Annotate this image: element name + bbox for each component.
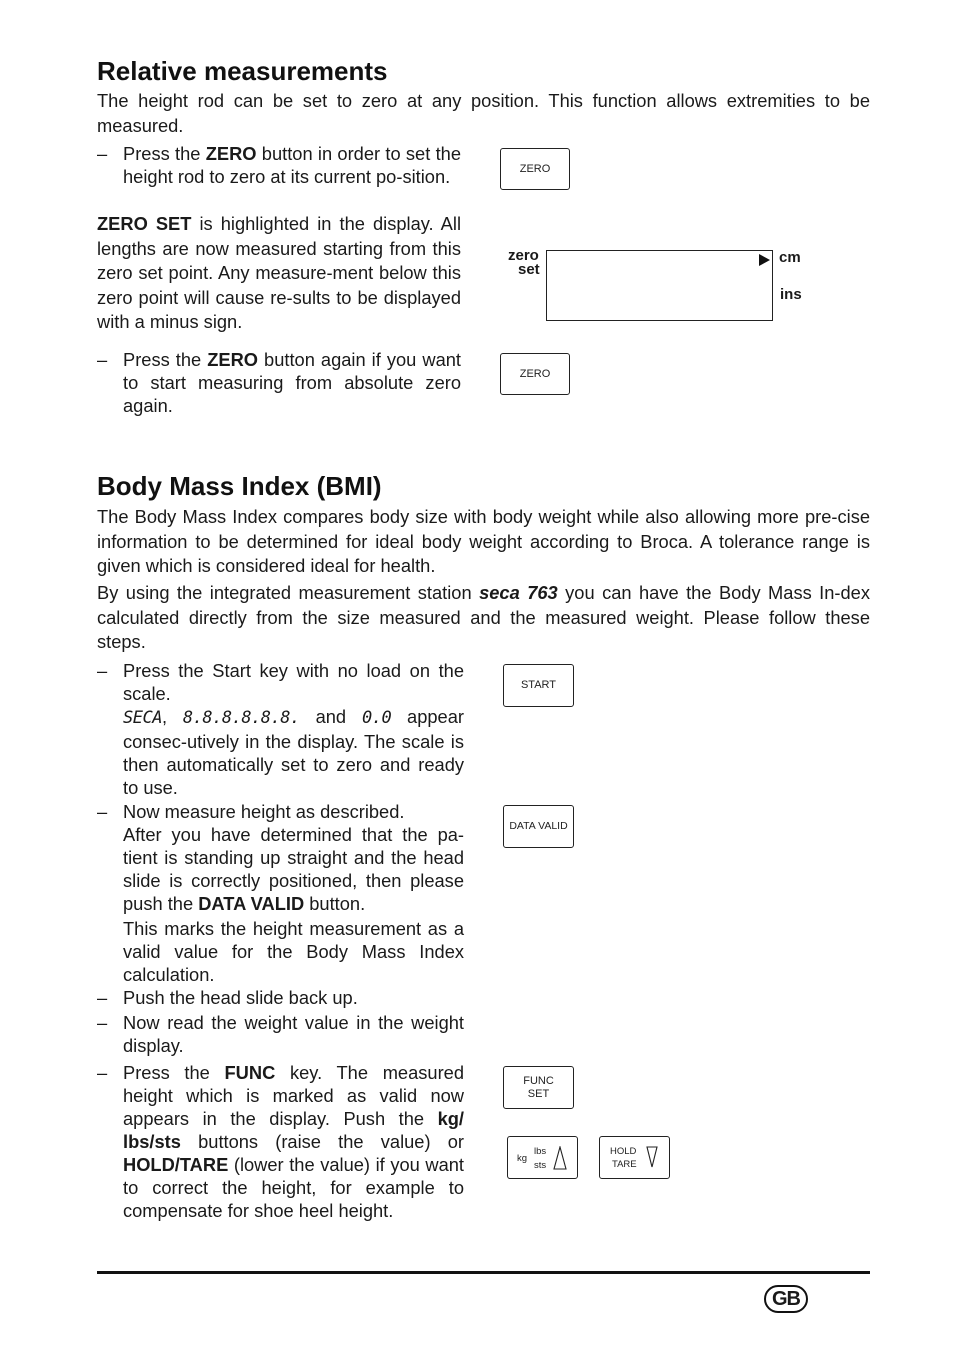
set-label: SET <box>527 1087 550 1100</box>
list-item-text: Now read the weight value in the weight display. <box>123 1012 464 1056</box>
triangle-down-icon <box>646 1146 658 1168</box>
footer-rule <box>97 1271 870 1274</box>
kg-lbs-sts-up-button[interactable] <box>507 1136 578 1179</box>
list-dash: – <box>97 801 108 822</box>
triangle-up-icon <box>553 1146 567 1170</box>
section-heading-bmi: Body Mass Index (BMI) <box>97 471 382 501</box>
display-ins-label: ins <box>780 286 802 303</box>
list-dash: – <box>97 1012 108 1033</box>
list-item-text: Push the head slide back up. <box>123 987 358 1008</box>
zero-set-paragraph: ZERO SET is highlighted in the display. All lengths are now measured starting from this zero set point. Any measure-ment below this zero point will cause re-sults to be displayed with a minus sign. <box>97 213 461 332</box>
list-item-text: Press the Start key with no load on the scale. SECA, 8.8.8.8.8.8. and 0.0 appear consec-utively in the display. The scale is then automatically set to zero and ready to use. <box>123 660 464 798</box>
list-dash: – <box>97 987 108 1008</box>
zero-button[interactable]: ZERO <box>500 148 570 190</box>
func-label: FUNC <box>523 1074 554 1087</box>
display-cm-label: cm <box>779 249 801 266</box>
data-valid-button[interactable]: DATA VALID <box>503 805 574 848</box>
height-display <box>546 250 773 321</box>
indicator-arrow-icon <box>758 253 771 267</box>
list-dash: – <box>97 143 108 164</box>
sts-label: sts <box>534 1160 547 1171</box>
bmi-intro: The Body Mass Index compares body size with body weight while also allowing more pre-cise information to be determined for ideal body weight according to Broca. A tolerance range is given which is considered ideal for health. <box>97 506 870 576</box>
list-dash: – <box>97 660 108 681</box>
section-heading-relative: Relative measurements <box>97 56 388 86</box>
display-set-label: set <box>518 261 540 278</box>
list-dash: – <box>97 1062 108 1083</box>
func-set-button[interactable] <box>503 1066 574 1109</box>
lcd-seca: SECA <box>123 708 162 728</box>
lbs-label: lbs <box>534 1146 547 1157</box>
hold-label: HOLD <box>610 1146 637 1157</box>
list-item-text: Press the FUNC key. The measured height which is marked as valid now appears in the display. Push the kg/ lbs/sts buttons (raise the value) or HOLD/TARE (lower the value) if you want to correct the height, for example to compensate for shoe heel height. <box>123 1062 464 1221</box>
tare-label: TARE <box>612 1159 637 1170</box>
list-item-text: Now measure height as described. After you have determined that the pa-tient is standing up straight and the head slide is correctly positioned, then please push the DATA VALID button. This marks the height measurement as a valid value for the Body Mass Index calculation. <box>123 801 464 985</box>
list-dash: – <box>97 349 108 370</box>
bmi-intro-2: By using the integrated measurement station seca 763 you can have the Body Mass In-dex calculated directly from the size measured and the measured weight. Please follow these steps. <box>97 582 870 652</box>
language-badge: GB <box>764 1285 808 1313</box>
start-button[interactable]: START <box>503 664 574 707</box>
kg-label: kg <box>517 1153 528 1164</box>
lcd-zero: 0.0 <box>361 708 392 728</box>
relative-intro: The height rod can be set to zero at any position. This function allows extremities to be measured. <box>97 90 870 136</box>
hold-tare-down-button[interactable] <box>599 1136 670 1179</box>
lcd-eights: 8.8.8.8.8.8. <box>182 708 300 728</box>
list-item-text: Press the ZERO button again if you want to start measuring from absolute zero again. <box>123 349 461 416</box>
list-item-text: Press the ZERO button in order to set the height rod to zero at its current po-sition. <box>123 143 461 187</box>
display-zero-label: zero <box>508 247 539 264</box>
zero-button-2[interactable]: ZERO <box>500 353 570 395</box>
